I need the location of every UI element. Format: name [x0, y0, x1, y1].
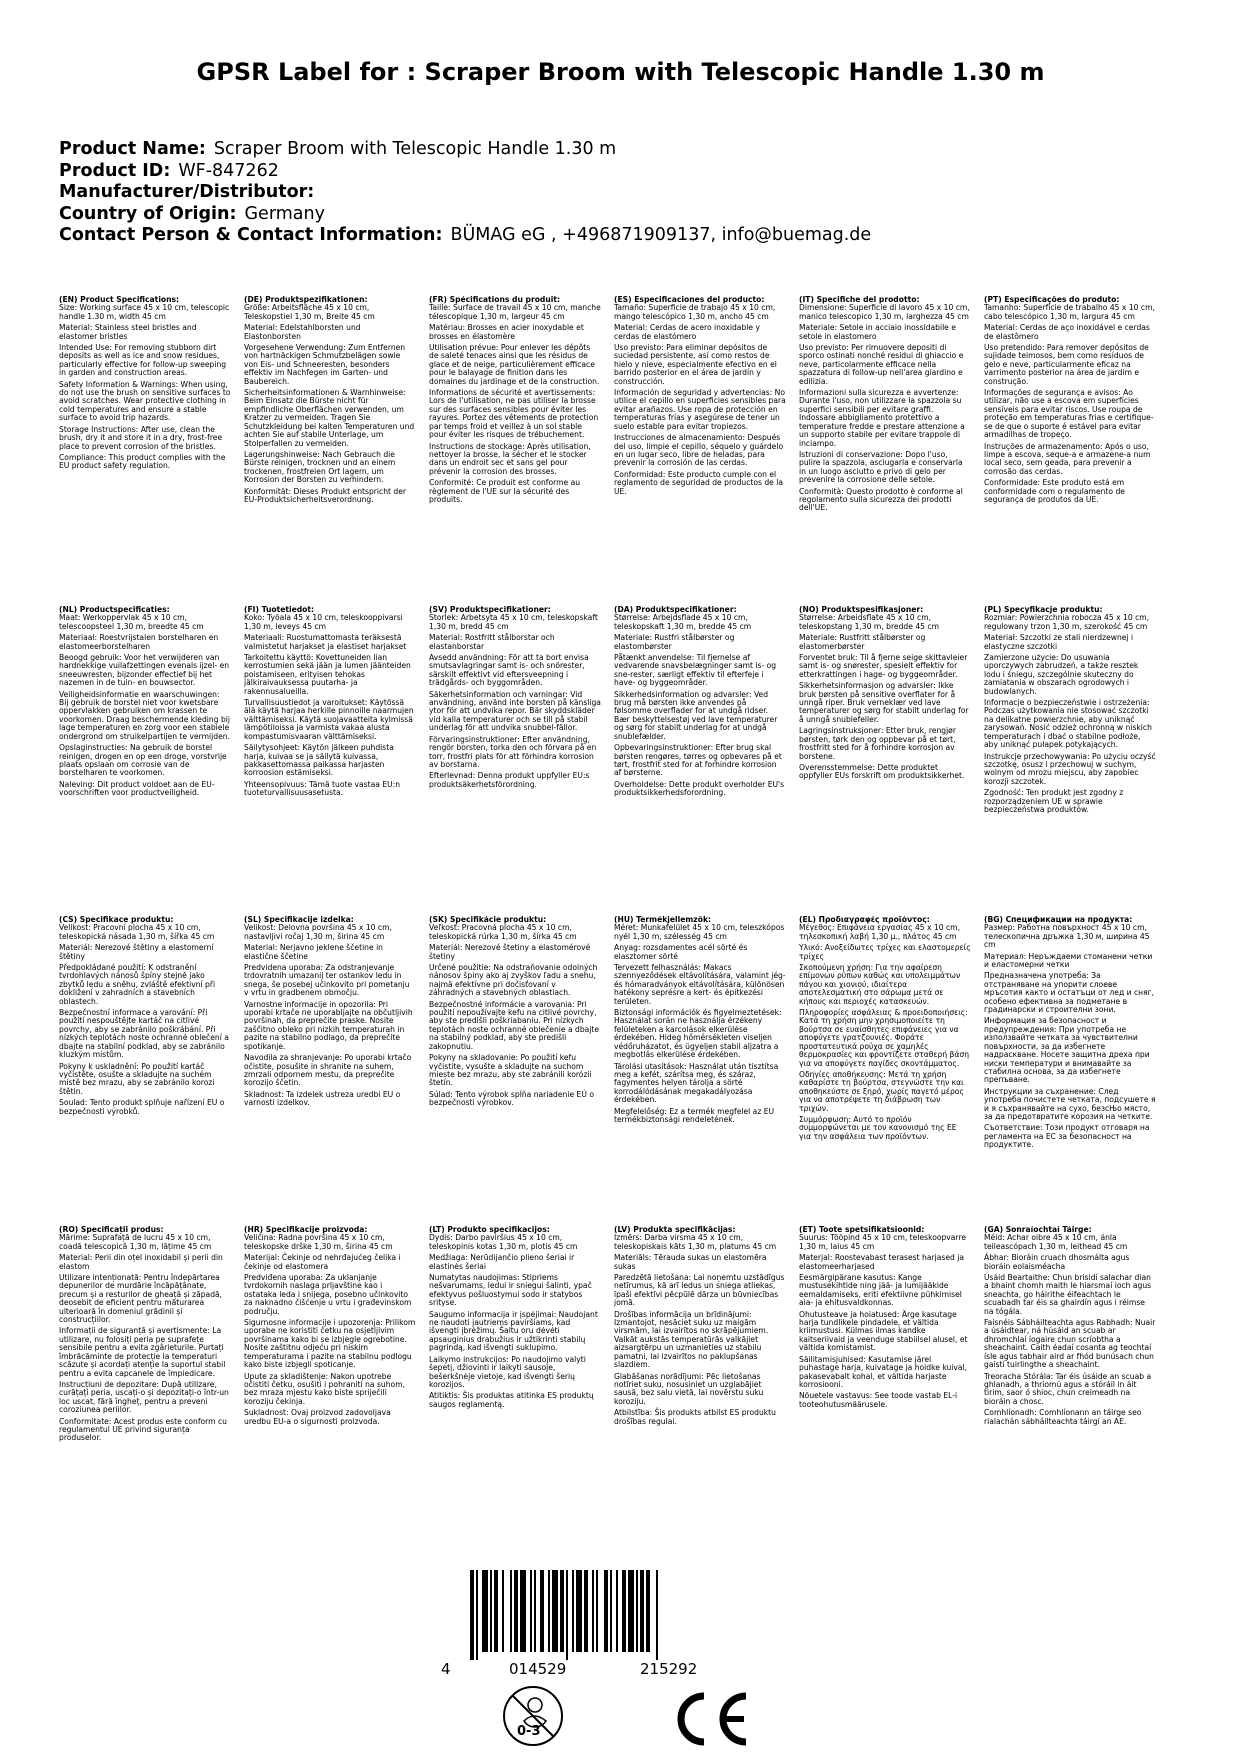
spec-paragraph: Sicherheitsinformationen & Warnhinweise: Beim Einsatz die Bürste nicht für empfindliche Oberflächen verwenden, um Kratzer zu vermeiden. Tragen Sie Schutzkleidung bei kalten Temperaturen und achten Sie auf stabile Unterlage, um Stolperfallen zu vermeiden.: [244, 388, 415, 448]
spec-paragraph: Veličina: Radna površina 45 x 10 cm, teleskopske drške 1,30 m, širina 45 cm: [244, 1233, 393, 1251]
barcode-bar: [628, 1570, 634, 1652]
spec-paragraph: Σκοπούμενη χρήση: Για την αφαίρεση επίμονων ρύπων καθώς και υπολειμμάτων πάγου και χιονιού, ιδιαίτερα αποτελεσματική στο σάρωμα μετά σε κήπους και περιοχές κατασκευών.: [799, 963, 961, 1006]
spec-paragraph: Utilisation prévue: Pour enlever les dépôts de saleté tenaces ainsi que les résidus de glace et de neige, particulièrement efficace pour le balayage de finition dans les domaines du jardinage et de la construction.: [429, 343, 600, 386]
spec-paragraph: Conformità: Questo prodotto è conforme al regolamento sulla sicurezza dei prodotti dell'UE.: [799, 486, 963, 513]
spec-paragraph: Instrukcje przechowywania: Po użyciu oczyść szczotkę, osusz i przechowuj w suchym, wolnym od mrozu miejscu, aby zapobiec korozji szczotek.: [984, 751, 1156, 786]
barcode-bar: [646, 1570, 650, 1652]
spec-paragraph: Velikost: Delovna površina 45 x 10 cm, nastavljivi ročaj 1,30 m, širina 45 cm: [244, 923, 392, 941]
barcode-bar: [534, 1570, 536, 1652]
spec-paragraph: Materiál: Nerezové štetiny a elastomérové štetiny: [429, 943, 591, 961]
spec-paragraph: Storlek: Arbetsyta 45 x 10 cm, teleskopskaft 1,30 m, bredd 45 cm: [429, 613, 598, 631]
spec-paragraph: Información de seguridad y advertencias: No utilice el cepillo en superficies sensibles para evitar arañazos. Use ropa de protección en temperaturas frías y asegúrese de tener un suelo estable para evitar tropiezos.: [614, 388, 786, 431]
spec-paragraph: Instrucțiuni de depozitare: După utilizare, curățați peria, uscați-o și depozitați-o într-un loc uscat, fără îngheț, pentru a preveni coroziunea periilor.: [59, 1379, 229, 1415]
barcode-bar: [592, 1570, 594, 1652]
spec-block: [614, 606, 786, 906]
barcode-bar: [566, 1570, 568, 1660]
spec-paragraph: Materiale: Setole in acciaio inossidabile e setole in elastomero: [799, 323, 956, 341]
barcode-bar: [470, 1570, 474, 1660]
spec-paragraph: Informations de sécurité et avertissements: Lors de l'utilisation, ne pas utiliser la brosse sur des surfaces sensibles pour éviter les rayures. Portez des vêtements de protection par temps froid et veillez à un sol stable pour éviter les risques de trébuchement.: [429, 388, 599, 440]
spec-paragraph: Velikost: Pracovní plocha 45 x 10 cm, teleskopická násada 1,30 m, šířka 45 cm: [59, 923, 215, 941]
info-label: Country of Origin:: [59, 203, 237, 224]
barcode-digits-left: 014529: [509, 1660, 567, 1678]
spec-block: [799, 606, 971, 906]
barcode-bar: [610, 1570, 612, 1652]
spec-block-title: (HR) Specifikacije proizvoda:: [244, 1226, 368, 1234]
spec-block: [614, 916, 786, 1216]
spec-paragraph: Ábhar: Bioráin cruach dhosmálta agus bioráin eolaisméacha: [984, 1253, 1130, 1271]
spec-paragraph: Taille: Surface de travail 45 x 10 cm, manche télescopique 1,30 m, largeur 45 cm: [429, 303, 601, 321]
barcode-bar: [510, 1570, 512, 1652]
spec-block-title: (RO) Specificații produs:: [59, 1226, 164, 1234]
spec-paragraph: Størrelse: Arbejdsflade 45 x 10 cm, teleskopskaft 1,30 m, bredde 45 cm: [614, 613, 752, 631]
spec-paragraph: Lagerungshinweise: Nach Gebrauch die Bürste reinigen, trocknen und an einem trockenen, frostfreien Ort lagern, um Korrosion der Borsten zu verhindern.: [244, 449, 396, 485]
spec-paragraph: Ohutusteave ja hoiatused: Ärge kasutage harja tundlikele pindadele, et vältida kriimustusi. Külmas ilmas kandke kaitseriivaid ja veenduge stabiilsel alusel, et vältida komistamist.: [799, 1309, 968, 1353]
product-info: [59, 139, 871, 247]
spec-paragraph: Utilizare intenționată: Pentru îndepărtarea depunerilor de murdărie încăpățânate, precum și a resturilor de gheață și zăpadă, deosebit de eficient pentru măturarea ulterioară în domeniul grădinii și construcțiilor.: [59, 1273, 223, 1325]
spec-paragraph: Conformité: Ce produit est conforme au règlement de l'UE sur la sécurité des produits.: [429, 478, 581, 504]
info-label: Product ID:: [59, 160, 171, 181]
spec-paragraph: Påtænkt anvendelse: Til fjernelse af vedvarende snavsbelægninger samt is- og sne-rester, særligt effektiv til efterfeje i have- og byggeområder.: [614, 653, 777, 688]
barcode: [460, 1570, 760, 1660]
spec-paragraph: Dydis: Darbo paviršius 45 x 10 cm, teleskopinis kotas 1,30 m, plotis 45 cm: [429, 1233, 578, 1251]
spec-paragraph: Υλικό: Ανοξείδωτες τρίχες και ελαστομερείς τρίχες: [799, 943, 971, 961]
spec-paragraph: Material: Cerdas de aço inoxidável e cerdas de elastômero: [984, 323, 1150, 341]
age-warning-icon: [502, 1685, 564, 1747]
spec-paragraph: Conformitate: Acest produs este conform cu regulamentul UE privind siguranța produselor.: [59, 1416, 227, 1443]
spec-paragraph: Konformität: Dieses Produkt entspricht der EU-Produktsicherheitsverordnung.: [244, 486, 407, 504]
barcode-bar: [552, 1570, 558, 1652]
spec-paragraph: Tamaño: Superficie de trabajo 45 x 10 cm, mango telescópico 1,30 m, ancho 45 cm: [614, 303, 776, 321]
spec-block: [429, 296, 601, 596]
info-row-country: [59, 204, 871, 226]
page-title: GPSR Label for : Scraper Broom with Telescopic Handle 1.30 m: [196, 58, 1045, 86]
spec-paragraph: Opbevaringsinstruktioner: Efter brug skal børsten rengøres, tørres og opbevares på et tørt, frostfrit sted for at forhindre korrosion af børsterne.: [614, 743, 782, 778]
info-row-manufacturer: [59, 182, 871, 204]
spec-paragraph: Størrelse: Arbeidsflate 45 x 10 cm, teleskopstang 1,30 m, bredde 45 cm: [799, 613, 939, 631]
barcode-bar: [540, 1570, 544, 1652]
spec-paragraph: Skladnost: Ta izdelek ustreza uredbi EU o varnosti izdelkov.: [244, 1089, 401, 1108]
spec-block: [799, 916, 971, 1216]
spec-paragraph: Sikkerhedsinformation og advarsler: Ved brug må børsten ikke anvendes på følsomme overflader for at undgå ridser. Bær beskyttelsestøj ved lave temperaturer og sørg for stabilt underlag for at undgå snublefælder.: [614, 689, 778, 741]
spec-block: [614, 296, 786, 596]
barcode-bar: [584, 1570, 588, 1652]
spec-block-title: (FI) Tuotetiedot:: [244, 606, 315, 614]
spec-block-title: (BG) Спецификации на продукта:: [984, 916, 1133, 924]
spec-block: [244, 916, 416, 1216]
spec-paragraph: Numatytas naudojimas: Stipriems nešvarumams, ledui ir sniegui šalinti, ypač efektyvus pošluostymui sodo ir statybos srityse.: [429, 1273, 592, 1308]
spec-paragraph: Dimensione: Superficie di lavoro 45 x 10 cm, manico telescopico 1,30 m, larghezza 45 cm: [799, 303, 970, 321]
spec-paragraph: Tamanho: Superfície de trabalho 45 x 10 cm, cabo telescópico 1,30 m, largura 45 cm: [984, 303, 1155, 321]
spec-block-title: (DE) Produktspezifikationen:: [244, 296, 368, 304]
info-row-product-id: [59, 161, 871, 183]
age-range-text: 0-3: [517, 1724, 541, 1739]
spec-paragraph: Materiale: Rustfri stålbørster og elastombørster: [614, 633, 735, 651]
spec-paragraph: Izmērs: Darba virsma 45 x 10 cm, teleskopiskais kāts 1,30 m, platums 45 cm: [614, 1233, 777, 1251]
spec-paragraph: Předpokládané použití: K odstranění tvrdohlavých nánosů špíny stejně jako zbytků ledu a sněhu, zvláště efektivní při dokližení v zahradních a stavebních oblastech.: [59, 963, 216, 1006]
spec-paragraph: Инструкции за съхранение: След употреба почистете четката, подсушете я и я съхранявайте на сухо, безсЊо място, за да предотвратите корозия на четките.: [984, 1086, 1156, 1121]
spec-block: [59, 1226, 231, 1526]
spec-paragraph: Οδηγίες αποθήκευσης: Μετά τη χρήση καθαρίστε τη βούρτσα, στεγνώστε την και αποθηκεύστε σε ξηρό, χωρίς παγετό μέρος για να αποτρέψετε τη διάβρωση των τριχών.: [799, 1069, 964, 1113]
spec-block-title: (LV) Produkta specifikācijas:: [614, 1226, 736, 1234]
spec-paragraph: Koko: Työala 45 x 10 cm, teleskooppivarsi 1,30 m, leveys 45 cm: [244, 613, 403, 631]
info-label: Contact Person & Contact Information:: [59, 225, 443, 245]
spec-paragraph: Comhlíonadh: Comhlíonann an táirge seo rialachán sábháilteachta táirgí an AE.: [984, 1408, 1142, 1426]
spec-paragraph: Compliance: This product complies with the EU product safety regulation.: [59, 452, 226, 471]
spec-paragraph: Bezpečnostné informácie a varovania: Pri použití nepoužívajte kefu na citlivé povrchy, aby ste predišli poškriabaniu. Pri nízkych teplotách noste ochranné oblečenie a dbajte na stabilný podklad, aby ste predišli zakopnutiu.: [429, 999, 600, 1051]
ce-mark-icon: [668, 1690, 752, 1748]
spec-block: [614, 1226, 786, 1526]
spec-block: [984, 1226, 1156, 1526]
spec-block-title: (EN) Product Specifications:: [59, 296, 180, 304]
spec-paragraph: Säilitamisjuhised: Kasutamise järel puhastage harja, kuivatage ja hoidke kuival, pakasevabalt kohal, et vältida harjaste korrosiooni.: [799, 1354, 968, 1389]
spec-paragraph: Suurus: Tööpind 45 x 10 cm, teleskoopvarre 1,30 m, laius 45 cm: [799, 1233, 967, 1251]
spec-paragraph: Material: Stainless steel bristles and elastomer bristles: [59, 323, 197, 341]
spec-paragraph: Zamierzone użycie: Do usuwania uporczywych zabrudzeń, a także resztek lodu i śniegu, szczególnie skuteczny do zamiatania w obszarach ogrodowych i budowlanych.: [984, 653, 1139, 696]
spec-paragraph: Materiál: Nerezové štětiny a elastomerní štětiny: [59, 943, 214, 961]
spec-block-title: (EL) Προδιαγραφές προϊόντος:: [799, 916, 930, 924]
spec-paragraph: Atitiktis: Šis produktas atitinka ES produktų saugos reglamentą.: [429, 1391, 594, 1409]
spec-paragraph: Upute za skladištenje: Nakon upotrebe očistiti četku, osušiti i pohraniti na suhom, bez mraza mjestu kako biste spriječili koroziju čekinja.: [244, 1371, 406, 1406]
spec-paragraph: Opslaginstructies: Na gebruik de borstel reinigen, drogen en op een droge, vorstvrije plaats opslaan om corrosie van de borstelharen te voorkomen.: [59, 743, 227, 778]
spec-paragraph: Atbilstība: Šis produkts atbilst ES produktu drošības regulai.: [614, 1408, 776, 1426]
spec-block: [59, 296, 231, 596]
barcode-bar: [576, 1570, 582, 1652]
spec-block-title: (ES) Especificaciones del producto:: [614, 296, 765, 304]
spec-paragraph: Lagringsinstruksjoner: Etter bruk, rengjør børsten, tørk den og oppbevar på et tørt, frostfritt sted for å forhindre korrosjon av borstene.: [799, 726, 956, 761]
barcode-bar: [490, 1570, 492, 1652]
spec-paragraph: Drošības informācija un brīdinājumi: Izmantojot, nesāciet suku uz maigām virsmām, lai izvairītos no skrāpējumiem. Valkāt aukstās temperatūrās valkājiet aizsargtērpu un uzmanieties uz stabilu pamatni, lai izvairītos no paklupšanas slazdiem.: [614, 1309, 769, 1370]
spec-paragraph: Material: Perii din oțel inoxidabil și perii din elastom: [59, 1253, 223, 1271]
spec-block: [799, 1226, 971, 1526]
info-value: WF-847262: [178, 160, 279, 181]
spec-paragraph: Materiale: Rustfritt stålbørster og elastomerbørster: [799, 633, 926, 651]
spec-paragraph: Pokyny na skladovanie: Po použití kefu vyčistite, vysušte a skladujte na suchom mieste bez mrazu, aby ste zabránili korózii štetín.: [429, 1053, 592, 1088]
spec-block-title: (PT) Especificações do produto:: [984, 296, 1120, 304]
spec-paragraph: Súlad: Tento výrobok spĺňa nariadenie EÚ o bezpečnosti výrobkov.: [429, 1089, 594, 1108]
info-label: Product Name:: [59, 139, 206, 159]
barcode-bar: [548, 1570, 550, 1652]
barcode-digits-right: 215292: [640, 1660, 698, 1678]
spec-paragraph: Overensstemmelse: Dette produktet oppfyller EUs forskrift om produktsikkerhet.: [799, 762, 965, 781]
spec-paragraph: Materiāls: Tērauda sukas un elastomēra sukas: [614, 1253, 767, 1271]
spec-block: [244, 296, 416, 596]
spec-paragraph: Material: Nerjavno jeklene ščetine in elastične ščetine: [244, 943, 383, 961]
spec-paragraph: Uso pretendido: Para remover depósitos de sujidade teimosos, bem como resíduos de gelo e neve, particularmente eficaz na varrimento posterior na área de jardim e construção.: [984, 343, 1149, 386]
spec-paragraph: Sikkerhetsinformasjon og advarsler: Ikke bruk børsten på sensitive overflater for å unngå riper. Bruk verneklær ved lave temperaturer og sørg for stabilt underlag for å unngå snublefeller.: [799, 681, 969, 724]
spec-paragraph: Uso previsto: Para eliminar depósitos de suciedad persistente, así como restos de hielo y nieve, especialmente efectivo en el barrido posterior en el área de jardín y construcción.: [614, 343, 777, 386]
spec-block-title: (NO) Produktspesifikasjoner:: [799, 606, 924, 614]
spec-block: [984, 606, 1156, 906]
spec-paragraph: Turvallisuustiedot ja varoitukset: Käytössä älä käytä harjaa herkille pinnoille naarmujen välttämiseksi. Käytä suojavaatteita kylmissä lämpötiloissa ja varmista vakaa alusta kompastumisvaaran välttämiseksi.: [244, 698, 414, 741]
barcode-bar: [604, 1570, 608, 1652]
spec-paragraph: Предназначена употреба: За отстраняване на упорити слоеве мръсотия както и остатъци от лед и сняг, особено ефективна за подметане в градинарски и строителни зони.: [984, 971, 1155, 1015]
spec-paragraph: Yhteensopivuus: Tämä tuote vastaa EU:n tuoteturvallisuusasetusta.: [244, 779, 401, 798]
spec-paragraph: Material: Cerdas de acero inoxidable y cerdas de elastómero: [614, 323, 760, 341]
spec-paragraph: Paredzētā lietošana: Lai noņemtu uzstādīgus netīrumus, kā arī ledus un sniega atliekas, īpaši efektīvi pēcpūlē dārza un būvniecības jomā.: [614, 1273, 785, 1308]
spec-paragraph: Size: Working surface 45 x 10 cm, telescopic handle 1.30 m, width 45 cm: [59, 303, 230, 321]
spec-paragraph: Instructions de stockage: Après utilisation, nettoyer la brosse, la sécher et le stocker dans un endroit sec et sans gel pour prévenir la corrosion des brosses.: [429, 441, 591, 476]
spec-block: [59, 916, 231, 1216]
spec-paragraph: Pokyny k uskladnění: Po použití kartáč vyčistěte, osušte a skladujte na suchém místě bez mrazu, aby se zabránilo korozi štětin.: [59, 1061, 215, 1096]
spec-block-title: (CS) Specifikace produktu:: [59, 916, 174, 924]
spec-paragraph: Mărime: Suprafață de lucru 45 x 10 cm, coadă telescopică 1,30 m, lățime 45 cm: [59, 1233, 212, 1251]
spec-paragraph: Conformidade: Este produto está em conformidade com o regulamento de segurança de produtos da UE.: [984, 478, 1125, 504]
spec-paragraph: Material: Rostfritt stålborstar och elastanborstar: [429, 633, 555, 651]
spec-paragraph: Информация за безопасност и предупреждения: При употреба не използвайте четката за чувствителни повърхности, за да избегнете надраскване. Носете защитна дреха при ниски температури и внимавайте за стабилна основа, за да избегнете препъване.: [984, 1016, 1150, 1085]
info-label: Manufacturer/Distributor:: [59, 182, 315, 202]
spec-paragraph: Matériau: Brosses en acier inoxydable et brosses en élastomère: [429, 323, 584, 341]
spec-paragraph: Istruzioni di conservazione: Dopo l'uso, pulire la spazzola, asciugarla e conservarla in un luogo asciutto e privo di gelo per prevenire la corrosione delle setole.: [799, 449, 963, 485]
spec-paragraph: Tárolási utasítások: Használat után tisztítsa meg a kefét, szárítsa meg, és száraz, fagymentes helyen tárolja a sörté korrodálódásának megakadályozása érdekében.: [614, 1061, 779, 1105]
spec-block-title: (NL) Productspecificaties:: [59, 606, 170, 614]
barcode-bar: [560, 1570, 564, 1652]
spec-paragraph: Säkerhetsinformation och varningar: Vid användning, använd inte borsten på känsliga ytor för att undvika repor. Bär skyddskläder vid kalla temperaturer och se till på stabil underlag för att undvika snubbel-fällor.: [429, 689, 601, 733]
spec-block-title: (LT) Produkto specifikacijos:: [429, 1226, 550, 1234]
barcode-digit-first: 4: [441, 1660, 451, 1678]
spec-paragraph: Faisnéis Sábháilteachta agus Rabhadh: Nuair a úsáidtear, ná húsáid an scuab ar dhromchlaí íogaire chun scríobtha a sheachaint. Caith éadaí cosanta ag teochtaí ísle agus tabhair aird ar fhód bunúsach chun gaistí tuirlingthe a sheachaint.: [984, 1318, 1156, 1370]
spec-block-title: (HU) Termékjellemzők:: [614, 916, 712, 924]
spec-paragraph: Informacje o bezpieczeństwie i ostrzeżenia: Podczas użytkowania nie stosować szczotki na delikatne powierzchnie, aby uniknąć zarysowań. Nosić odzież ochronną w niskich temperaturach i dbać o stabilne podłoże, aby uniknąć pułapek potykających.: [984, 698, 1152, 750]
spec-paragraph: Efterlevnad: Denna produkt uppfyller EU:s produktsäkerhetsförordning.: [429, 771, 590, 789]
spec-paragraph: Beoogd gebruik: Voor het verwijderen van hardnekkige vuilafzettingen evenals ijzel- en sneeuwresten, bijzonder effectief bij het nazemen in de tuin- en bouwsector.: [59, 653, 230, 688]
spec-block: [244, 1226, 416, 1526]
spec-paragraph: Tarkoitettu käyttö: Kovettuneiden lian kerrostumien sekä jään ja lumen jäänteiden poistamiseen, erityisen tehokas jälkiraivauksessa puutarha- ja rakennusalueilla.: [244, 653, 411, 696]
spec-paragraph: Megfelelőség: Ez a termék megfelel az EU termékbiztonsági rendeletének.: [614, 1106, 775, 1124]
spec-paragraph: Materiaali: Ruostumattomasta teräksestä valmistetut harjakset ja elastiset harjakset: [244, 633, 407, 651]
spec-paragraph: Förvaringsinstruktioner: Efter användning, rengör borsten, torka den och förvara på en torr, frostfri plats för att förhindra korrosion av borstarna.: [429, 734, 597, 769]
spec-paragraph: Sukladnost: Ovaj proizvod zadovoljava uredbu EU-a o sigurnosti proizvoda.: [244, 1408, 391, 1426]
spec-paragraph: Varnostne informacije in opozorila: Pri uporabi krtače ne uporabljajte na občutljivih površinah, da preprečite praske. Nosite zaščitno obleko pri nizkih temperaturah in pazite na stabilno podlago, da preprečite spotikanje.: [244, 999, 413, 1051]
info-row-contact: [59, 225, 871, 247]
barcode-bar: [616, 1570, 618, 1652]
spec-paragraph: Anyag: rozsdamentes acél sörté és elasztomer sörté: [614, 943, 748, 961]
spec-block-title: (SV) Produktspecifikationer:: [429, 606, 551, 614]
barcode-bar: [476, 1570, 478, 1660]
spec-paragraph: Méret: Munkafelület 45 x 10 cm, teleszkópos nyél 1,30 m, szélesség 45 cm: [614, 923, 785, 941]
spec-paragraph: Materjal: Roostevabast terasest harjased ja elastomeerharjased: [799, 1253, 965, 1271]
spec-paragraph: Medžiaga: Nerūdijančio plieno šeriai ir elastinės šeriai: [429, 1253, 575, 1271]
barcode-bar: [656, 1570, 658, 1660]
spec-paragraph: Vorgesehene Verwendung: Zum Entfernen von hartnäckigen Schmutzbelägen sowie von Eis- und Schneeresten, besonders effektiv im Nachfegen im Garten- und Baubereich.: [244, 343, 406, 386]
barcode-bar: [636, 1570, 638, 1652]
barcode-bar: [514, 1570, 518, 1652]
spec-block: [429, 1226, 601, 1526]
spec-block-title: (IT) Specifiche del prodotto:: [799, 296, 920, 304]
spec-paragraph: Predvidena uporaba: Za odstranjevanje trdovratnih umazanij ter ostankov ledu in snega, še posebej učinkovito pri pometanju v vrtu in gradbenem območju.: [244, 963, 410, 998]
spec-paragraph: Glabāšanas norādījumi: Pēc lietošanas notīriet suku, nosusiniet un uzglabājiet sausā, bez salu vietā, lai novērstu suku koroziju.: [614, 1371, 764, 1406]
spec-paragraph: Naleving: Dit product voldoet aan de EU-voorschriften voor productveiligheid.: [59, 779, 215, 798]
info-value: BÜMAG eG , +496871909137, info@buemag.de: [450, 225, 872, 245]
barcode-bar: [520, 1570, 526, 1652]
barcode-bar: [482, 1570, 488, 1652]
info-value: Germany: [244, 203, 325, 224]
spec-paragraph: Informazioni sulla sicurezza e avvertenze: Durante l'uso, non utilizzare la spazzola su superfici sensibili per evitare graffi. Indossare abbigliamento protettivo a temperature fredde e prestare attenzione a un supporto stabile per evitare trappole di inciampo.: [799, 388, 965, 448]
barcode-bar: [596, 1570, 598, 1652]
spec-block-title: (FR) Spécifications du produit:: [429, 296, 561, 304]
spec-block: [244, 606, 416, 906]
spec-paragraph: Avsedd användning: För att ta bort envisa smutsavlagringar samt is- och snörester, särskilt effektivt vid eftersveepning i trädgårds- och byggområden.: [429, 653, 589, 688]
spec-paragraph: Conformidad: Este producto cumple con el reglamento de seguridad de productos de la UE.: [614, 469, 784, 496]
spec-block: [799, 296, 971, 596]
spec-paragraph: Treoracha Stórála: Tar éis úsáide an scuab a ghlanadh, a thriomú agus a stóráil in áit tirim, saor ó shioc, chun creimeadh na bioráin a chosc.: [984, 1371, 1152, 1406]
spec-paragraph: Veiligheidsinformatie en waarschuwingen: Bij gebruik de borstel niet voor kwetsbare oppervlakken gebruiken om krassen te voorkomen. Draag beschermende kleding bij lage temperaturen en zorg voor een stabiele ondergrond om struikelpartijen te vermijden.: [59, 689, 230, 741]
spec-block-title: (GA) Sonraíochtaí Táirge:: [984, 1226, 1092, 1234]
spec-paragraph: Größe: Arbeitsfläche 45 x 10 cm, Teleskopstiel 1,30 m, Breite 45 cm: [244, 303, 375, 321]
spec-paragraph: Veľkosť: Pracovná plocha 45 x 10 cm, teleskopická rúrka 1,30 m, šírka 45 cm: [429, 923, 577, 941]
spec-paragraph: Určené použitie: Na odstraňovanie odolných nánosov špiny ako aj zvyškov ľadu a snehu, najmä efektívne pri dočisťovaní v záhradných a stavebných oblastiach.: [429, 963, 598, 998]
spec-block: [59, 606, 231, 906]
spec-paragraph: Overholdelse: Dette produkt overholder EU's produktsikkerhedsforordning.: [614, 779, 785, 798]
spec-block-title: (PL) Specyfikacje produktu:: [984, 606, 1103, 614]
spec-paragraph: Safety Information & Warnings: When using, do not use the brush on sensitive surfaces to avoid scratches. Wear protective clothing in cold temperatures and ensure a stable surface to avoid trip hazards.: [59, 379, 231, 423]
spec-block: [429, 606, 601, 906]
spec-paragraph: Μέγεθος: Επιφάνεια εργασίας 45 x 10 cm, τηλεσκοπική λαβή 1,30 μ., πλάτος 45 cm: [799, 923, 960, 941]
spec-paragraph: Zgodność: Ten produkt jest zgodny z rozporządzeniem UE w sprawie bezpieczeństwa produktów.: [984, 788, 1124, 814]
spec-block: [984, 296, 1156, 596]
spec-block-title: (SK) Špecifikácie produktu:: [429, 916, 547, 924]
barcode-bar: [502, 1570, 504, 1652]
spec-paragraph: Instrucciones de almacenamiento: Después del uso, limpie el cepillo, séquelo y guárdelo en un lugar seco, libre de heladas, para prevenir la corrosión de las cerdas.: [614, 433, 784, 468]
spec-paragraph: Säilytysohjeet: Käytön jälkeen puhdista harja, kuivaa se ja säilytä kuivassa, pakkasettomassa paikassa harjasten korroosion estämiseksi.: [244, 743, 394, 778]
spec-block-title: (SL) Specifikacije izdelka:: [244, 916, 354, 924]
spec-paragraph: Sigurnosne informacije i upozorenja: Prilikom uporabe ne koristiti četku na osjetljivim površinama kako bi se izbjegle ogrebotine. Nosite zaštitnu odjeću pri niskim temperaturama i pazite na stabilnu podlogu kako biste izbjegli spoticanje.: [244, 1318, 416, 1370]
spec-paragraph: Materiał: Szczotki ze stali nierdzewnej i elastyczne szczotki: [984, 633, 1134, 651]
spec-paragraph: Instruções de armazenamento: Após o uso, limpe a escova, seque-a e armazene-a num local seco, sem geada, para prevenir a corrosão das cerdas.: [984, 441, 1151, 476]
spec-paragraph: Tervezett felhasználás: Makacs szennyeződések eltávolítására, valamint jég- és hómaradványok eltávolítására, különösen hatékony seprésre a kert- és építkezési területen.: [614, 963, 786, 1006]
spec-paragraph: Rozmiar: Powierzchnia robocza 45 x 10 cm, regulowany trzon 1,30 m, szerokość 45 cm: [984, 613, 1150, 631]
spec-paragraph: Forventet bruk: Til å fjerne seige skittavleier samt is- og snørester, spesielt effektiv for etterkrattingen i hage- og byggeområder.: [799, 653, 968, 679]
info-value: Scraper Broom with Telescopic Handle 1.30 m: [213, 139, 617, 159]
spec-paragraph: Materiaal: Roestvrijstalen borstelharen en elastomeerborstelharen: [59, 633, 219, 651]
spec-paragraph: Πληροφορίες ασφάλειας & προειδοποιήσεις: Κατά τη χρήση μην χρησιμοποιείτε τη βούρτσα σε ευαίσθητες επιφάνειες για να αποφύγετε γρατζουνιές. Φοράτε προστατευτικά ρούχα σε χαμηλές θερμοκρασίες και φροντίζετε σταθερή βάση για να αποφύγετε παγίδες σκοντάμματος.: [799, 1008, 970, 1068]
spec-block-title: (ET) Toote spetsifikatsioonid:: [799, 1226, 925, 1234]
barcode-bar: [494, 1570, 498, 1652]
spec-block-title: (DA) Produktspecifikationer:: [614, 606, 737, 614]
spec-paragraph: Laikymo instrukcijos: Po naudojimo valyti šepetį, džiovinti ir laikyti sausoje, bešerkšnėje vietoje, kad išvengti šerių korozijos.: [429, 1354, 586, 1389]
info-row-product-name: [59, 139, 871, 161]
barcode-bar: [622, 1570, 626, 1652]
barcode-bar: [640, 1570, 644, 1652]
spec-paragraph: Intended Use: For removing stubborn dirt deposits as well as ice and snow residues, particularly effective for follow-up sweeping in garden and construction areas.: [59, 343, 227, 378]
spec-paragraph: Saugumo informacija ir įspėjimai: Naudojant ne naudoti jautriems paviršiams, kad išvengti įbrėžimų. Šaltu oru dėvėti apsauginius drabužius ir užtikrinti stabilų pagrindą, kad išvengti suklupimo.: [429, 1309, 598, 1353]
spec-paragraph: Material: Edelstahlborsten und Elastonborsten: [244, 323, 361, 341]
spec-paragraph: Informações de segurança e avisos: Ao utilizar, não use a escova em superfícies sensíveis para evitar riscos. Use roupa de proteção em temperaturas frias e certifique-se de que o suporte é estável para evitar armadilhas de tropeço.: [984, 388, 1154, 440]
spec-paragraph: Nõuetele vastavus: See toode vastab EL-i tooteohutusmäärusele.: [799, 1391, 958, 1409]
spec-paragraph: Navodila za shranjevanje: Po uporabi krtačo očistite, posušite in shranite na suhem, zmrzali odpornem mestu, da preprečite korozijo ščetin.: [244, 1053, 412, 1088]
barcode-bar: [572, 1570, 574, 1652]
spec-paragraph: Maat: Werkoppervlak 45 x 10 cm, telescoopsteel 1,30 m, breedte 45 cm: [59, 613, 204, 631]
spec-paragraph: Predviđena uporaba: Za uklanjanje tvrdokornih naslaga prljavštine kao i ostataka leda i snijega, posebno učinkovito za naknadno čišćenje u vrtu i građevinskom području.: [244, 1273, 412, 1316]
spec-paragraph: Úsáid Beartaithe: Chun brisidí salachar dian a bhaint chomh maith le hiarsmaí ioch agus sneachta, go háirithe éifeachtach le scuabadh tar éis sa ghairdín agus i réimse na tógála.: [984, 1273, 1152, 1316]
spec-paragraph: Biztonsági információk és figyelmeztetések: Használat során ne használja érzékeny felületeken a karcolások elkerülése érdekében. Hideg hőmérsékleten viseljen védőruházatot, és ügyeljen stabil aljzatra a megbotlás elkerülése érdekében.: [614, 1008, 782, 1060]
spec-paragraph: Storage Instructions: After use, clean the brush, dry it and store it in a dry, frost-free place to prevent corrosion of the bristles.: [59, 424, 223, 451]
spec-paragraph: Размер: Работна повърхност 45 x 10 cm, телескопична дръжка 1,30 м, ширина 45 cm: [984, 923, 1150, 950]
spec-paragraph: Uso previsto: Per rimuovere depositi di sporco ostinati nonché residui di ghiaccio e neve, particolarmente efficace nella spazzatura di follow-up nell'area giardino e edilizia.: [799, 343, 964, 386]
spec-paragraph: Méid: Achar oibre 45 x 10 cm, ánla teileascópach 1,30 m, leithead 45 cm: [984, 1233, 1128, 1251]
spec-paragraph: Materijal: Čekinje od nehrđajućeg čelika i čekinje od elastomera: [244, 1253, 401, 1271]
spec-block: [429, 916, 601, 1216]
spec-paragraph: Soulad: Tento produkt splňuje nařízení EU o bezpečnosti výrobků.: [59, 1098, 225, 1116]
spec-paragraph: Informații de siguranță și avertismente: La utilizare, nu folosiți peria pe suprafețe sensibile pentru a evita zgârieturile. Purtați îmbrăcăminte de protecție la temperaturi scăzute și acordați atenție la suportul stabil pentru a evita capcanele de împiedicare.: [59, 1326, 226, 1378]
spec-paragraph: Материал: Неръждаеми стоманени четки и еластомерни четки: [984, 951, 1153, 970]
barcode-bar: [530, 1570, 532, 1652]
spec-paragraph: Съответствие: Този продукт отговаря на регламента на ЕС за безопасност на продуктите.: [984, 1123, 1150, 1150]
spec-block: [984, 916, 1156, 1216]
spec-paragraph: Συμμόρφωση: Αυτό το προϊόν συμμορφώνεται με τον κανονισμό της ΕΕ για την ασφάλεια των προϊόντων.: [799, 1114, 957, 1141]
spec-paragraph: Bezpečnostní informace a varování: Při použití nespouštějte kartáč na citlivé povrchy, aby se zabránilo poškrábání. Při nízkých teplotách noste ochranné oblečení a dbajte na stabilní podklad, aby se zabránilo kluzkým místům.: [59, 1008, 229, 1060]
spec-paragraph: Eesmärgipärane kasutus: Kange mustusekihtide ning jää- ja lumijääkide eemaldamiseks, eriti efektiivne pühkimisel aia- ja ehitusvaldkonnas.: [799, 1273, 962, 1308]
